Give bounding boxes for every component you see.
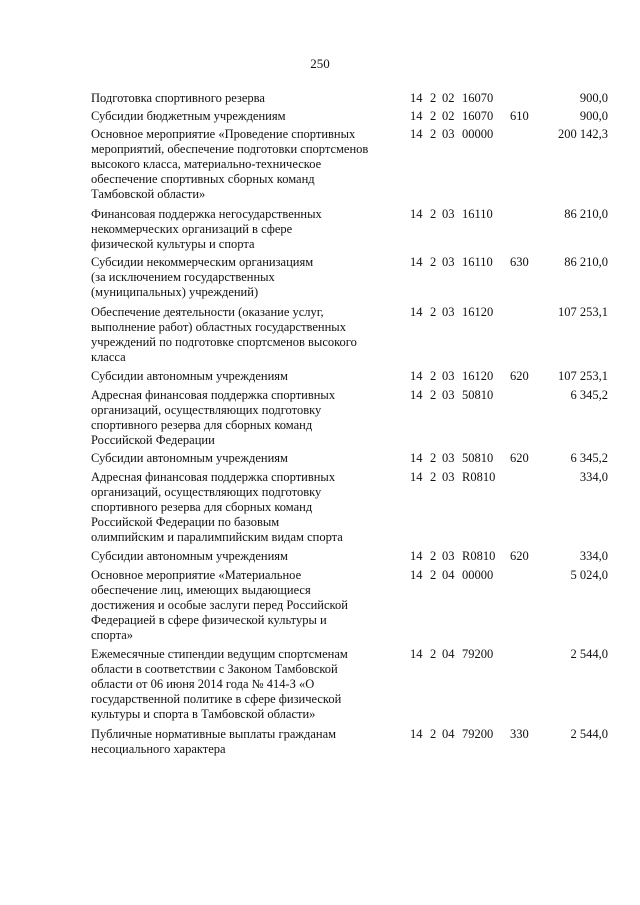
code-kcs: 14: [410, 451, 423, 465]
code-sub: 03: [442, 207, 455, 221]
code-num: 50810: [462, 388, 494, 402]
code-sub: 03: [442, 388, 455, 402]
code-sub: 03: [442, 451, 455, 465]
code-pr: 2: [430, 647, 437, 661]
code-sub: 04: [442, 647, 455, 661]
code-num: 16120: [462, 369, 494, 383]
code-num: 00000: [462, 127, 494, 141]
code-kcs: 14: [410, 470, 423, 484]
row-code: [410, 255, 518, 270]
row-name: Обеспечение деятельности (оказание услуг, выполнение работ) областных государственных учреждений по подготовке спортсменов высокого класса: [91, 305, 357, 364]
code-pr: 2: [430, 727, 437, 741]
row-name: Субсидии бюджетным учреждениям: [91, 109, 286, 123]
page-number: 250: [310, 56, 330, 71]
row-name: Подготовка спортивного резерва: [91, 91, 265, 105]
row-code: [410, 109, 518, 124]
row-amount: 86 210,0: [564, 207, 608, 221]
code-kcs: 14: [410, 549, 423, 563]
code-sub: 03: [442, 549, 455, 563]
code-sub: 02: [442, 91, 455, 105]
code-sub: 04: [442, 727, 455, 741]
row-name: Основное мероприятие «Материальное обеспечение лиц, имеющих выдающиеся достижения и особые заслуги перед Российской Федерацией в сфере физической культуры и спорта»: [91, 568, 348, 642]
code-kcs: 14: [410, 369, 423, 383]
code-pr: 2: [430, 305, 437, 319]
row-vr: 620: [510, 549, 529, 563]
code-num: 16110: [462, 207, 493, 221]
code-sub: 02: [442, 109, 455, 123]
code-pr: 2: [430, 369, 437, 383]
row-amount: 5 024,0: [570, 568, 608, 582]
row-code: [410, 451, 518, 466]
code-pr: 2: [430, 451, 437, 465]
code-sub: 04: [442, 568, 455, 582]
row-amount: 86 210,0: [564, 255, 608, 269]
code-kcs: 14: [410, 91, 423, 105]
row-code: [410, 91, 518, 106]
code-pr: 2: [430, 91, 437, 105]
code-num: 79200: [462, 647, 494, 661]
row-amount: 107 253,1: [558, 369, 608, 383]
row-vr: 620: [510, 451, 529, 465]
code-num: 16070: [462, 109, 494, 123]
row-amount: 107 253,1: [558, 305, 608, 319]
code-num: 50810: [462, 451, 494, 465]
row-amount: 6 345,2: [570, 388, 608, 402]
row-name: Адресная финансовая поддержка спортивных организаций, осуществляющих подготовку спортивного резерва для сборных команд Российской Федерации по базовым олимпийским и паралимпийским видам спорта: [91, 470, 343, 544]
row-vr: 610: [510, 109, 529, 123]
code-pr: 2: [430, 207, 437, 221]
code-pr: 2: [430, 549, 437, 563]
row-amount: 2 544,0: [570, 647, 608, 661]
code-pr: 2: [430, 470, 437, 484]
row-amount: 200 142,3: [558, 127, 608, 141]
code-kcs: 14: [410, 568, 423, 582]
code-pr: 2: [430, 109, 437, 123]
row-vr: 630: [510, 255, 529, 269]
row-code: [410, 207, 518, 222]
code-kcs: 14: [410, 388, 423, 402]
row-vr: 620: [510, 369, 529, 383]
row-name: Субсидии автономным учреждениям: [91, 451, 288, 465]
row-code: [410, 568, 518, 583]
code-num: 16120: [462, 305, 494, 319]
row-code: [410, 549, 518, 564]
row-name: Ежемесячные стипендии ведущим спортсменам области в соответствии с Законом Тамбовской области от 06 июня 2014 года № 414-З «О государственной политике в сфере физической культуры и спорта в Тамбовской области»: [91, 647, 348, 721]
code-sub: 03: [442, 369, 455, 383]
code-pr: 2: [430, 568, 437, 582]
code-pr: 2: [430, 388, 437, 402]
row-code: [410, 647, 518, 662]
row-code: [410, 388, 518, 403]
row-code: [410, 727, 518, 742]
row-vr: 330: [510, 727, 529, 741]
row-code: [410, 470, 518, 485]
row-amount: 900,0: [579, 91, 608, 105]
code-kcs: 14: [410, 305, 423, 319]
code-sub: 03: [442, 470, 455, 484]
row-name: Субсидии некоммерческим организациям (за исключением государственных (муниципальных) учреждений): [91, 255, 314, 299]
code-kcs: 14: [410, 207, 423, 221]
code-sub: 03: [442, 305, 455, 319]
code-num: 00000: [462, 568, 494, 582]
row-code: [410, 305, 518, 320]
row-code: [410, 127, 518, 142]
row-amount: 6 345,2: [570, 451, 608, 465]
code-sub: 03: [442, 127, 455, 141]
code-num: 79200: [462, 727, 494, 741]
row-code: [410, 369, 518, 384]
row-name: Основное мероприятие «Проведение спортивных мероприятий, обеспечение подготовки спортсменов высокого класса, материально-техническое обеспечение спортивных сборных команд Тамбовской области»: [91, 127, 369, 201]
code-num: 16110: [462, 255, 493, 269]
code-kcs: 14: [410, 727, 423, 741]
code-pr: 2: [430, 255, 437, 269]
row-amount: 334,0: [579, 549, 608, 563]
code-kcs: 14: [410, 255, 423, 269]
row-amount: 334,0: [579, 470, 608, 484]
code-kcs: 14: [410, 127, 423, 141]
code-kcs: 14: [410, 647, 423, 661]
code-sub: 03: [442, 255, 455, 269]
code-num: R0810: [462, 470, 496, 484]
row-amount: 900,0: [579, 109, 608, 123]
row-name: Адресная финансовая поддержка спортивных организаций, осуществляющих подготовку спортивного резерва для сборных команд Российской Федерации: [91, 388, 336, 447]
code-num: 16070: [462, 91, 494, 105]
row-name: Субсидии автономным учреждениям: [91, 369, 288, 383]
code-num: R0810: [462, 549, 496, 563]
row-name: Публичные нормативные выплаты гражданам несоциального характера: [91, 727, 337, 756]
code-kcs: 14: [410, 109, 423, 123]
row-name: Финансовая поддержка негосударственных некоммерческих организаций в сфере физической культуры и спорта: [91, 207, 322, 251]
row-amount: 2 544,0: [570, 727, 608, 741]
row-name: Субсидии автономным учреждениям: [91, 549, 288, 563]
code-pr: 2: [430, 127, 437, 141]
